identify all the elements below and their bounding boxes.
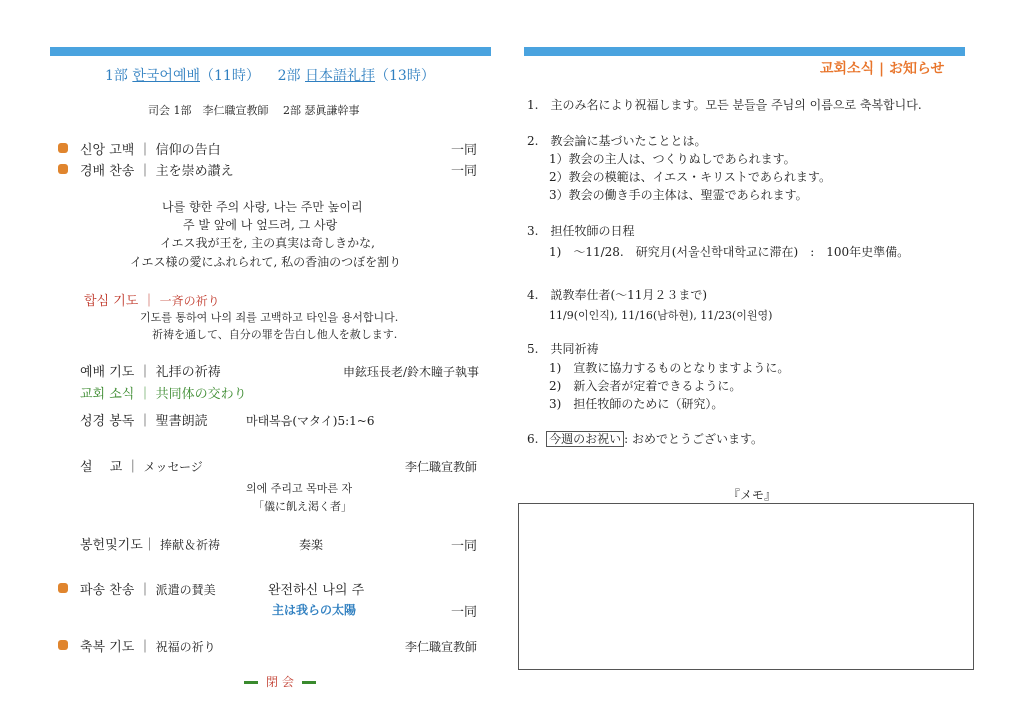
sending-song-jp: 主は我らの太陽	[272, 603, 357, 617]
dash-left	[244, 681, 258, 684]
notice-4-a: 11/9(이인직), 11/16(남하현), 11/23(이원영)	[549, 309, 773, 322]
who-sermon: 李仁職宣教師	[405, 460, 478, 474]
notice-3-a: 1) ～11/28. 研究月(서울신학대학교に滞在) : 100年史準備。	[549, 245, 910, 259]
right-top-bar	[524, 47, 965, 56]
item-unison-prayer: 합심 기도 ｜ 一斉の祈り	[84, 294, 220, 309]
hymn-line: 주 발 앞에 나 엎드려, 그 사랑	[183, 218, 338, 232]
unison-prayer-jp: 祈祷を通して、自分の罪を告白し他人を赦します.	[152, 328, 398, 341]
item-praise: 경배 찬송 ｜ 主を崇め讃え	[80, 164, 234, 179]
memo-box[interactable]	[518, 503, 974, 670]
notice-5-c: 3) 担任牧師のために（研究）。	[549, 397, 724, 411]
celebration-box: 今週のお祝い	[546, 431, 624, 447]
notice-1: 1. 主のみ名により祝福します。모든 분들을 주님의 이름으로 축복합니다.	[527, 98, 922, 112]
notice-5-b: 2) 新入会者が定着できるように。	[549, 379, 742, 393]
who-worship-prayer: 申鉉珏長老/鈴木瞳子執事	[343, 365, 480, 379]
presider-line: 司会 1部 李仁職宣教師 2部 瑟眞謙幹事	[148, 104, 360, 117]
notice-5: 5. 共同祈祷	[527, 342, 599, 356]
notice-2-a: 1）教会の主人は、つくりぬしであられます。	[549, 152, 796, 166]
notice-2: 2. 教会論に基づいたこととは。	[527, 134, 707, 148]
who-sending: 一同	[451, 605, 478, 620]
item-bible-reading: 성경 봉독 ｜ 聖書朗読	[80, 414, 208, 429]
sermon-title-jp: 「儀に飢え渇く者」	[253, 500, 352, 513]
item-church-news: 교회 소식 ｜ 共同体の交わり	[80, 387, 247, 402]
who-praise: 一同	[451, 164, 478, 179]
sending-song-ko: 완전하신 나의 주	[268, 583, 365, 598]
unison-prayer-ko: 기도를 통하여 나의 죄를 고백하고 타인을 용서합니다.	[140, 311, 399, 324]
item-sending-hymn: 파송 찬송 ｜ 派遣の賛美	[80, 583, 216, 598]
notice-6: 6. 今週のお祝い : おめでとうございます。	[527, 432, 764, 446]
item-confession: 신앙 고백 ｜ 信仰の告白	[80, 143, 221, 158]
notice-3: 3. 担任牧師の日程	[527, 224, 635, 238]
reading-passage: 마태복음(マタイ)5:1~6	[246, 414, 375, 428]
who-confession: 一同	[451, 143, 478, 158]
who-offering: 一同	[451, 539, 478, 554]
service-header: 1部 한국어예배（11時） 2部 日本語礼拝（13時）	[105, 68, 435, 84]
item-offering: 봉헌및기도｜ 捧献＆祈祷	[80, 538, 220, 553]
notice-title: 교회소식 | お知らせ	[820, 61, 945, 77]
dash-right	[302, 681, 316, 684]
bullet-icon	[58, 640, 68, 650]
bullet-icon	[58, 143, 68, 153]
bullet-icon	[58, 583, 68, 593]
offering-music: 奏楽	[299, 538, 324, 552]
notice-2-b: 2）教会の模範は、イエス・キリストであられます。	[549, 170, 831, 184]
bullet-icon	[58, 164, 68, 174]
left-top-bar	[50, 47, 491, 56]
who-benediction: 李仁職宣教師	[405, 640, 478, 654]
item-sermon: 설 교 ｜ メッセージ	[80, 460, 203, 475]
notice-5-a: 1) 宣教に協力するものとなりますように。	[549, 361, 790, 375]
closing-line: 閉 会	[236, 673, 324, 690]
notice-2-c: 3）教会の働き手の主体は、聖霊であられます。	[549, 188, 808, 202]
hymn-line: 나를 향한 주의 사랑, 나는 주만 높이리	[162, 200, 363, 214]
hymn-line: イエス我が王を, 主の真実は奇しきかな,	[160, 236, 375, 250]
hymn-line: イエス様の愛にふれられて, 私の香油のつぼを割り	[130, 255, 402, 269]
memo-title: 『メモ』	[728, 488, 777, 502]
item-worship-prayer: 예배 기도 ｜ 礼拝の祈祷	[80, 365, 221, 380]
notice-4: 4. 説教奉仕者(～11月２３まで)	[527, 288, 708, 302]
sermon-title-ko: 의에 주리고 목마른 자	[246, 482, 353, 495]
item-benediction: 축복 기도 ｜ 祝福の祈り	[80, 640, 216, 655]
